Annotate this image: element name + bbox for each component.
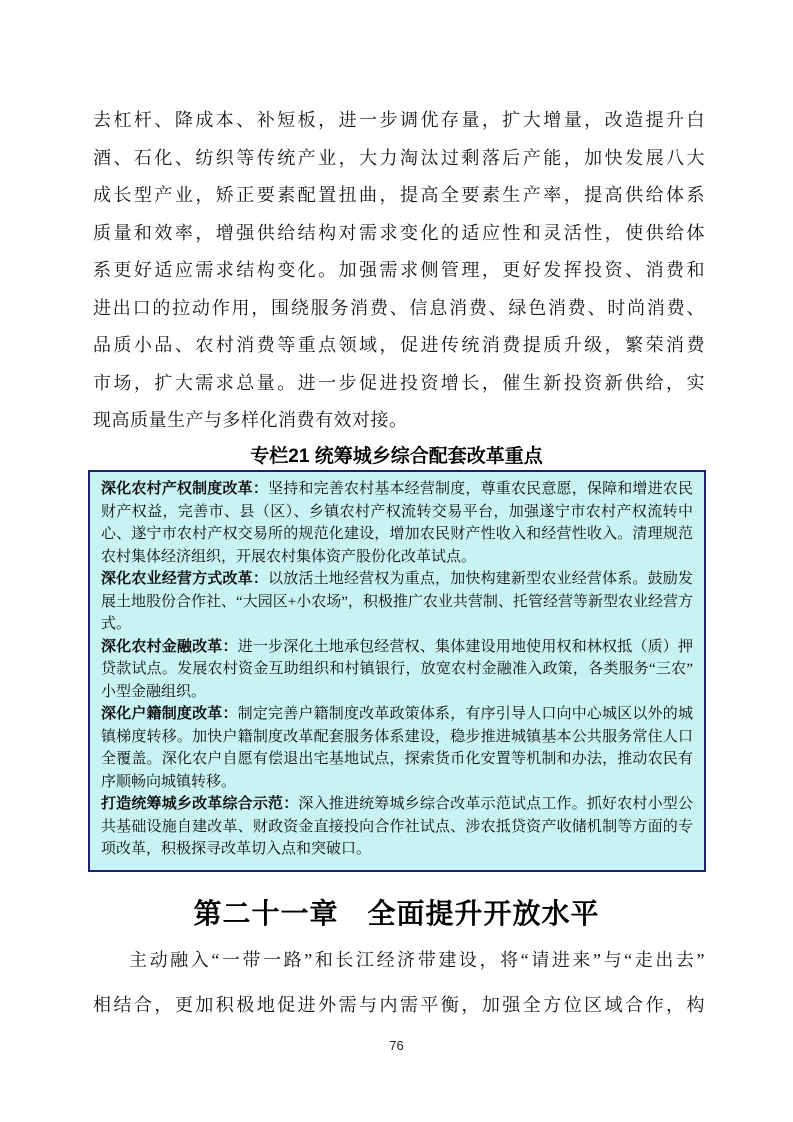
body-line: 进出口的拉动作用，围绕服务消费、信息消费、绿色消费、时尚消费、 — [93, 297, 705, 318]
callout-item — [101, 478, 693, 568]
callout-item-text: 进一步深化土地承包经营权、集体建设用地使用权和林权抵（质）押贷款试点。发展农村资金互助组织和村镇银行，放宽农村金融准入政策，各类服务“三农”小型金融组织。 — [101, 638, 693, 700]
callout-box-title: 专栏21 统筹城乡综合配套改革重点 — [250, 446, 543, 467]
body-paragraph-closing — [93, 938, 705, 1028]
callout-item-lead: 打造统筹城乡改革综合示范： — [101, 796, 299, 812]
body-line: 现高质量生产与多样化消费有效对接。 — [93, 410, 408, 430]
body-line: 系更好适应需求结构变化。加强需求侧管理，更好发挥投资、消费和 — [93, 260, 705, 280]
callout-item-text: 以放活土地经营权为重点，加快构建新型农业经营体系。鼓励发展土地股份合作社、“大园区+小农场”，积极推广农业共营制、托管经营等新型农业经营方式。 — [101, 571, 693, 632]
callout-item — [101, 568, 693, 636]
callout-item — [101, 793, 693, 861]
callout-item-lead: 深化农业经营方式改革： — [101, 571, 269, 587]
body-line: 成长型产业，矫正要素配置扭曲，提高全要素生产率，提高供给体系 — [93, 185, 705, 205]
callout-item-lead: 深化农村金融改革： — [101, 638, 238, 655]
body-line: 主动融入“一带一路”和长江经济带建设，将“请进来”与“走出去” — [129, 950, 705, 970]
callout-item — [101, 636, 693, 704]
body-line: 酒、石化、纺织等传统产业，大力淘汰过剩落后产能，加快发展八大 — [93, 147, 705, 168]
body-paragraph-top — [93, 102, 705, 440]
body-line: 去杠杆、降成本、补短板，进一步调优存量，扩大增量，改造提升白 — [93, 110, 705, 130]
body-line: 质量和效率，增强供给结构对需求变化的适应性和灵活性，使供给体 — [93, 222, 705, 243]
chapter-heading: 第二十一章 全面提升开放水平 — [193, 898, 600, 929]
callout-item-text: 制定完善户籍制度改革政策体系，有序引导人口向中心城区以外的城镇梯度转移。加快户籍制度改革配套服务体系建设，稳步推进城镇基本公共服务常住人口全覆盖。深化农户自愿有偿退出宅基地试点，探索货币化安置等机制和办法，推动农民有序顺畅向城镇转移。 — [101, 706, 693, 790]
body-line: 市场，扩大需求总量。进一步促进投资增长，催生新投资新供给，实 — [93, 372, 705, 393]
callout-item-text: 坚持和完善农村基本经营制度，尊重农民意愿，保障和增进农民财产权益，完善市、县（区）、乡镇农村产权流转交易平台，加强遂宁市农村产权流转中心、遂宁市农村产权交易所的规范化建设，增加农民财产性收入和经营性收入。清理规范农村集体经济组织，开展农村集体资产股份化改革试点。 — [101, 481, 693, 565]
body-line: 相结合，更加积极地促进外需与内需平衡，加强全方位区域合作，构 — [93, 995, 705, 1015]
callout-item-text: 深入推进统筹城乡综合改革示范试点工作。抓好农村小型公共基础设施自建改革、财政资金直接投向合作社试点、涉农抵贷资产收储机制等方面的专项改革，积极探寻改革切入点和突破口。 — [101, 796, 693, 857]
body-line: 品质小品、农村消费等重点领域，促进传统消费提质升级，繁荣消费 — [93, 335, 705, 355]
callout-item-lead: 深化户籍制度改革： — [101, 706, 238, 722]
page-number: 76 — [389, 1038, 404, 1053]
callout-box — [88, 470, 706, 872]
callout-item-lead: 深化农村产权制度改革： — [101, 481, 269, 497]
callout-item — [101, 703, 693, 793]
